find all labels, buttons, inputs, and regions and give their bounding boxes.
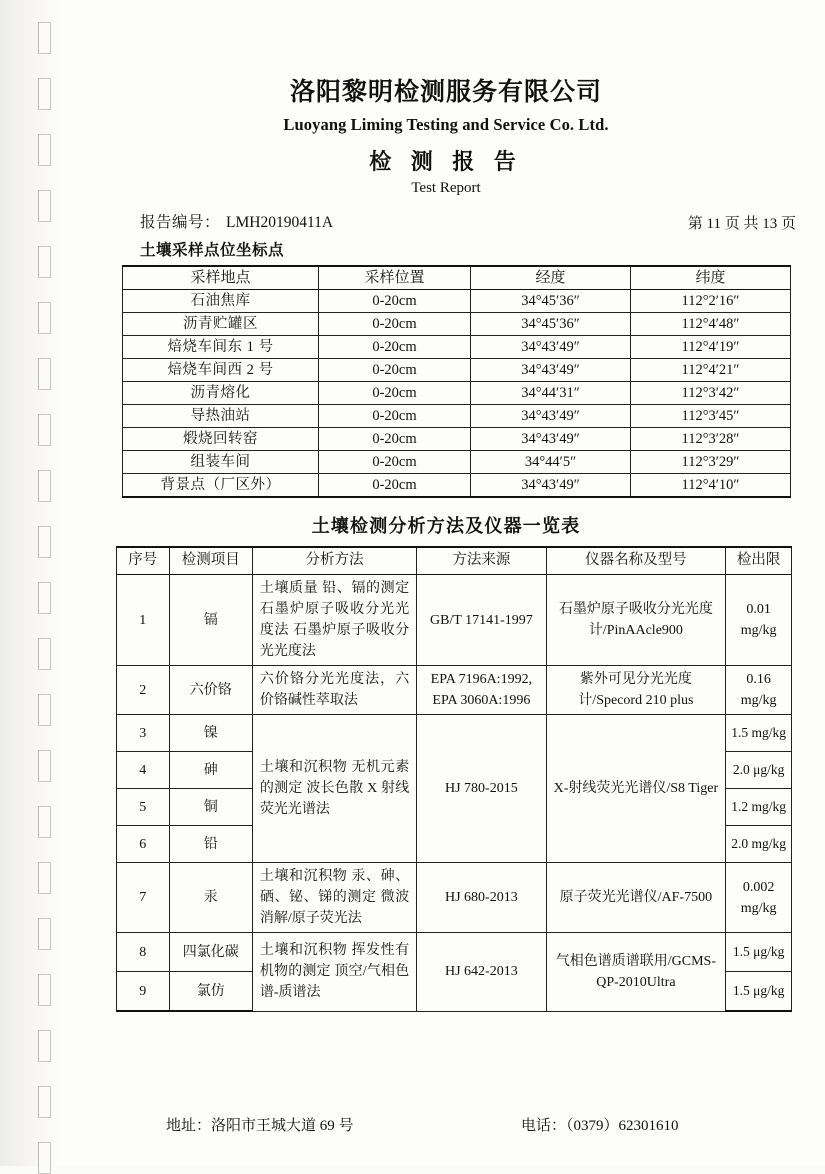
cell-test-item: 砷	[169, 752, 252, 789]
cell-test-item: 铜	[169, 789, 252, 826]
cell-longitude: 34°44′31″	[471, 382, 631, 405]
cell-analysis-method: 土壤和沉积物 无机元素的测定 波长色散 X 射线荧光光谱法	[252, 715, 416, 863]
cell-latitude: 112°3′28″	[631, 428, 791, 451]
section2-heading: 土壤检测分析方法及仪器一览表	[311, 516, 581, 536]
document-content	[96, 0, 796, 1166]
table-row	[117, 863, 792, 933]
cell-position: 0-20cm	[319, 313, 471, 336]
cell-location: 沥青贮罐区	[123, 313, 319, 336]
cell-analysis-method: 土壤质量 铅、镉的测定 石墨炉原子吸收分光光度法 石墨炉原子吸收分光光度法	[252, 575, 416, 666]
column-header-position: 采样位置	[319, 266, 471, 290]
column-header-longitude: 经度	[471, 266, 631, 290]
cell-latitude: 112°3′45″	[631, 405, 791, 428]
cell-location: 背景点（厂区外）	[123, 474, 319, 498]
report-number	[140, 210, 333, 232]
cell-no: 1	[117, 575, 170, 666]
table-row	[123, 313, 791, 336]
cell-location: 焙烧车间西 2 号	[123, 359, 319, 382]
table-row	[123, 336, 791, 359]
cell-detection-limit: 0.002 mg/kg	[726, 863, 792, 933]
cell-analysis-method: 土壤和沉积物 挥发性有机物的测定 顶空/气相色谱-质谱法	[252, 933, 416, 1012]
cell-latitude: 112°3′29″	[631, 451, 791, 474]
cell-longitude: 34°43′49″	[471, 428, 631, 451]
cell-location: 沥青熔化	[123, 382, 319, 405]
table-row	[117, 575, 792, 666]
cell-analysis-method: 土壤和沉积物 汞、砷、硒、铋、锑的测定 微波消解/原子荧光法	[252, 863, 416, 933]
cell-latitude: 112°4′48″	[631, 313, 791, 336]
cell-location: 焙烧车间东 1 号	[123, 336, 319, 359]
document-header	[96, 78, 796, 197]
cell-position: 0-20cm	[319, 474, 471, 498]
cell-method-source: GB/T 17141-1997	[417, 575, 546, 666]
cell-analysis-method: 六价铬分光光度法，六价铬碱性萃取法	[252, 666, 416, 715]
footer-telephone: 电话：（0379）62301610	[521, 1118, 679, 1134]
cell-position: 0-20cm	[319, 405, 471, 428]
column-header-detection-limit: 检出限	[726, 547, 792, 575]
company-name-en: Luoyang Liming Testing and Service Co. Ltd.	[283, 115, 609, 134]
cell-no: 6	[117, 826, 170, 863]
table-row	[123, 382, 791, 405]
cell-longitude: 34°43′49″	[471, 474, 631, 498]
cell-test-item: 镍	[169, 715, 252, 752]
table-header-row	[117, 547, 792, 575]
cell-position: 0-20cm	[319, 359, 471, 382]
cell-method-source: HJ 680-2013	[417, 863, 546, 933]
cell-latitude: 112°4′19″	[631, 336, 791, 359]
cell-no: 4	[117, 752, 170, 789]
cell-position: 0-20cm	[319, 428, 471, 451]
cell-latitude: 112°3′42″	[631, 382, 791, 405]
table-header-row	[123, 266, 791, 290]
cell-test-item: 汞	[169, 863, 252, 933]
column-header-test-item: 检测项目	[169, 547, 252, 575]
report-meta	[96, 210, 796, 232]
cell-position: 0-20cm	[319, 290, 471, 313]
cell-location: 煅烧回转窑	[123, 428, 319, 451]
cell-longitude: 34°45′36″	[471, 290, 631, 313]
cell-instrument: 气相色谱质谱联用/GCMS-QP-2010Ultra	[546, 933, 726, 1012]
binding-holes	[32, 0, 58, 1166]
cell-no: 7	[117, 863, 170, 933]
cell-method-source: EPA 7196A:1992, EPA 3060A:1996	[417, 666, 546, 715]
cell-no: 3	[117, 715, 170, 752]
table-row	[123, 405, 791, 428]
company-name-cn: 洛阳黎明检测服务有限公司	[289, 79, 602, 106]
cell-detection-limit: 2.0 μg/kg	[726, 752, 792, 789]
cell-longitude: 34°43′49″	[471, 336, 631, 359]
table-row	[117, 933, 792, 972]
page-indicator: 第 11 页 共 13 页	[687, 216, 796, 232]
table-row	[123, 428, 791, 451]
cell-method-source: HJ 642-2013	[417, 933, 546, 1012]
cell-test-item: 氯仿	[169, 972, 252, 1012]
cell-detection-limit: 0.01 mg/kg	[726, 575, 792, 666]
report-number-label: 报告编号：	[140, 214, 221, 231]
cell-test-item: 四氯化碳	[169, 933, 252, 972]
cell-latitude: 112°2′16″	[631, 290, 791, 313]
column-header-latitude: 纬度	[631, 266, 791, 290]
report-title-en: Test Report	[411, 180, 481, 196]
cell-test-item: 六价铬	[169, 666, 252, 715]
cell-location: 石油焦库	[123, 290, 319, 313]
cell-position: 0-20cm	[319, 336, 471, 359]
cell-latitude: 112°4′10″	[631, 474, 791, 498]
cell-no: 2	[117, 666, 170, 715]
cell-longitude: 34°43′49″	[471, 405, 631, 428]
report-title-cn: 检 测 报 告	[369, 149, 523, 174]
footer-address: 地址：洛阳市王城大道 69 号	[166, 1118, 354, 1134]
column-header-method-source: 方法来源	[417, 547, 546, 575]
column-header-location: 采样地点	[123, 266, 319, 290]
cell-instrument: 石墨炉原子吸收分光光度计/PinAAcle900	[546, 575, 726, 666]
table-row	[123, 359, 791, 382]
sampling-coordinates-table	[122, 265, 791, 498]
report-number-value: LMH20190411A	[226, 214, 334, 231]
cell-longitude: 34°44′5″	[471, 451, 631, 474]
cell-detection-limit: 1.5 μg/kg	[726, 933, 792, 972]
cell-no: 8	[117, 933, 170, 972]
column-header-no: 序号	[117, 547, 170, 575]
cell-location: 组装车间	[123, 451, 319, 474]
cell-detection-limit: 1.5 μg/kg	[726, 972, 792, 1012]
table-row	[123, 474, 791, 498]
cell-detection-limit: 2.0 mg/kg	[726, 826, 792, 863]
table-row	[123, 290, 791, 313]
cell-latitude: 112°4′21″	[631, 359, 791, 382]
cell-position: 0-20cm	[319, 451, 471, 474]
cell-longitude: 34°45′36″	[471, 313, 631, 336]
cell-detection-limit: 1.5 mg/kg	[726, 715, 792, 752]
table-row	[117, 666, 792, 715]
cell-location: 导热油站	[123, 405, 319, 428]
cell-detection-limit: 0.16 mg/kg	[726, 666, 792, 715]
table-row	[123, 451, 791, 474]
cell-no: 9	[117, 972, 170, 1012]
cell-detection-limit: 1.2 mg/kg	[726, 789, 792, 826]
cell-position: 0-20cm	[319, 382, 471, 405]
column-header-analysis-method: 分析方法	[252, 547, 416, 575]
cell-instrument: 原子荧光光谱仪/AF-7500	[546, 863, 726, 933]
cell-instrument: 紫外可见分光光度计/Specord 210 plus	[546, 666, 726, 715]
section1-heading: 土壤采样点位坐标点	[140, 242, 285, 259]
cell-method-source: HJ 780-2015	[417, 715, 546, 863]
cell-test-item: 铅	[169, 826, 252, 863]
cell-test-item: 镉	[169, 575, 252, 666]
cell-longitude: 34°43′49″	[471, 359, 631, 382]
methods-instruments-table	[116, 546, 792, 1012]
column-header-instrument: 仪器名称及型号	[546, 547, 726, 575]
cell-no: 5	[117, 789, 170, 826]
cell-instrument: X-射线荧光光谱仪/S8 Tiger	[546, 715, 726, 863]
table-row	[117, 715, 792, 752]
